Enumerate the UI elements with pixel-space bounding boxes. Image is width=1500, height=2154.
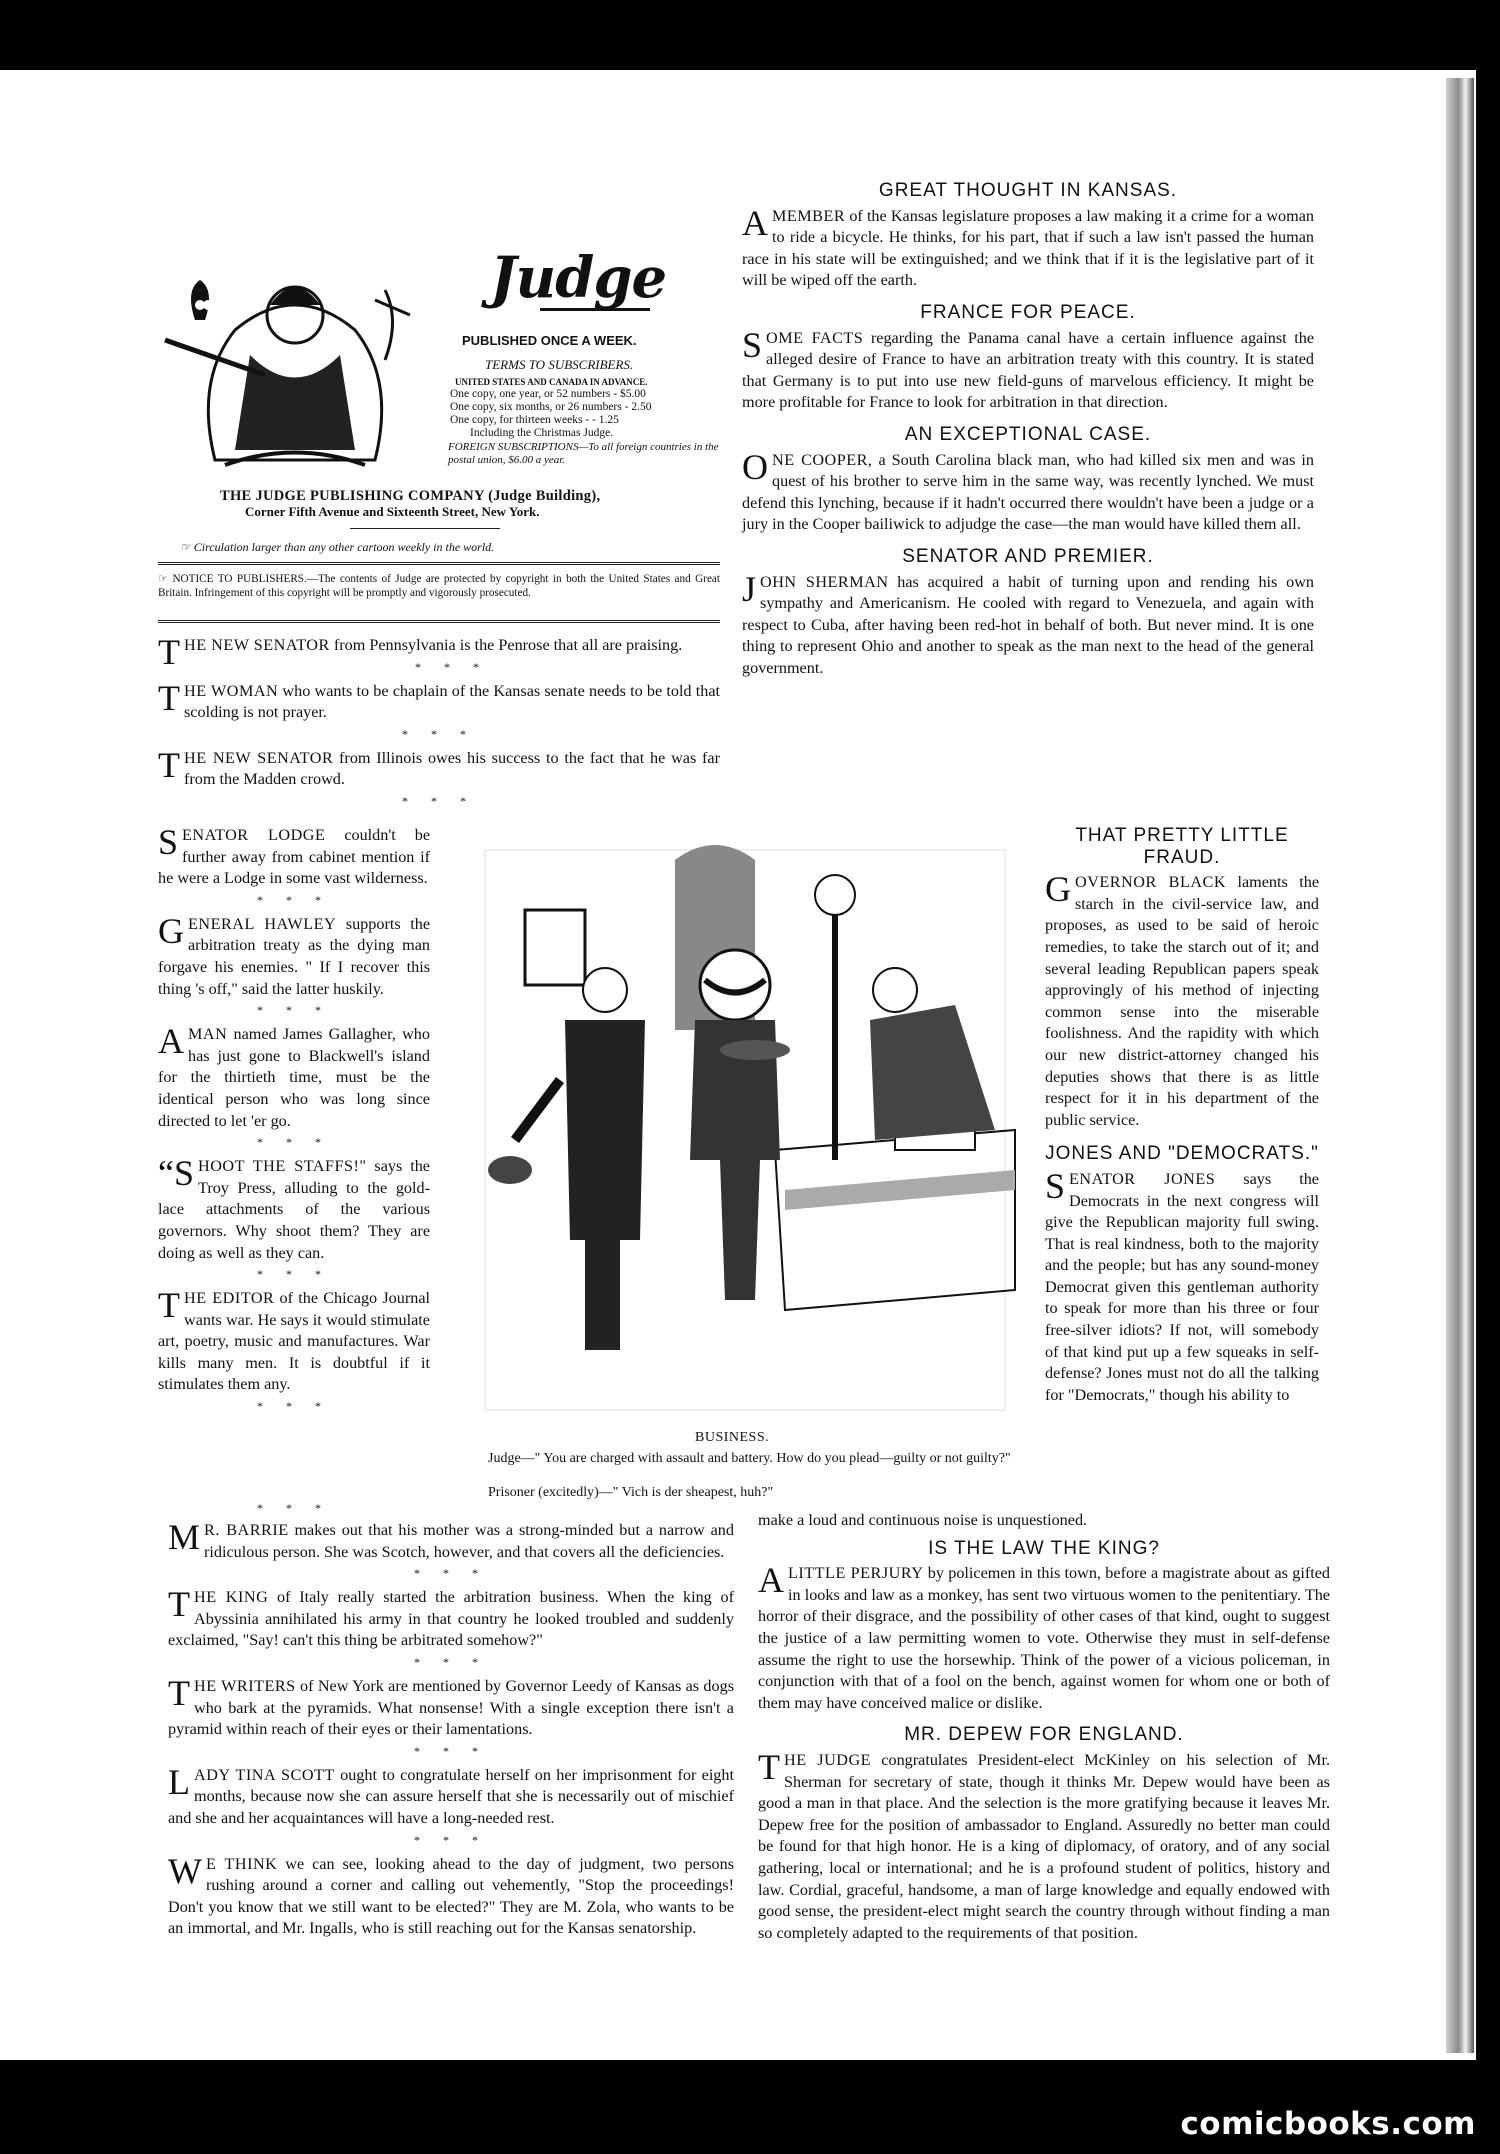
terms-line: Including the Christmas Judge. xyxy=(470,427,614,439)
article xyxy=(742,180,1314,292)
masthead-rule xyxy=(350,528,500,529)
drop-cap: “S xyxy=(158,1153,194,1194)
drop-cap: T xyxy=(158,677,180,718)
address-line: Corner Fifth Avenue and Sixteenth Street, New York. xyxy=(245,504,540,519)
paragraph-text: supports the arbitration treaty as the dying man forgave his enemies. " If I recover this thing 's off," said the latter huskily. xyxy=(158,914,430,998)
terms-subheading: UNITED STATES AND CANADA IN ADVANCE. xyxy=(455,377,648,387)
section-separator: * * * xyxy=(414,1654,488,1669)
paragraph xyxy=(168,1672,735,1741)
lead-words: HE WOMAN xyxy=(184,681,279,700)
paragraph-text: of the Chicago Journal wants war. He says it would stimulate art, poetry, music and manufactures. War kills many men. It is doubtful if it stimulates them any. xyxy=(158,1289,431,1394)
paragraph xyxy=(168,1584,734,1652)
drop-cap: T xyxy=(158,744,180,785)
circulation-line xyxy=(180,540,494,555)
lead-words: HOOT THE STAFFS!" xyxy=(198,1157,367,1176)
paragraph xyxy=(158,632,720,672)
article xyxy=(758,1724,1330,1944)
drop-cap: A xyxy=(742,202,768,243)
terms-line: One copy, six months, or 26 numbers - 2.50 xyxy=(450,401,652,413)
paragraph-text: of New York are mentioned by Governor Leedy of Kansas as dogs who bark at the pyramids. What nonsense! With a single exception there isn't a pyramid within reach of their eyes or their lamentations. xyxy=(168,1676,735,1739)
lead-words: HE KING xyxy=(194,1588,269,1607)
drop-cap: A xyxy=(758,1560,784,1601)
drop-cap: T xyxy=(168,1584,190,1625)
paragraph-text: congratulates President-elect McKinley on his selection of Mr. Sherman for secretary of state, though it thinks Mr. Depew would have been as good a man in that place. And the selection is the more gratifying because it leaves Mr. Depew free for the position of ambassador to England. Assuredly no better man could be found for that high honor. He is a king of diplomacy, of oratory, and of any social gathering, local or international; and he is a profound student of politics, history and law. Cordial, graceful, handsome, a man of large knowledge and equally endowed with good sense, the president-elect might search the country through without finding a man so completely adapted to the requirements of that position. xyxy=(758,1750,1330,1942)
article-title: GREAT THOUGHT IN KANSAS. xyxy=(878,180,1178,201)
paragraph xyxy=(158,910,430,1000)
paragraph-text: makes out that his mother was a strong-minded but a narrow and ridiculous person. She was Scotch, however, and that covers all the deficiencies. xyxy=(204,1521,734,1561)
section-separator: * * * xyxy=(257,1135,331,1150)
paragraph-text: regarding the Panama canal have a certain influence against the alleged desire of France to have an arbitration treaty with this country. It is stated that Germany is to put into use new field-guns of marvelous efficiency. It might be more profitable for France to look for arbitration in that direction. xyxy=(742,328,1315,412)
section-separator: * * * xyxy=(257,1267,331,1282)
foreign-subscriptions: FOREIGN SUBSCRIPTIONS—To all foreign countries in the postal union, $6.00 a year. xyxy=(448,441,719,466)
left-narrow-column xyxy=(158,822,431,1420)
lead-words: HE WRITERS xyxy=(194,1676,296,1695)
article-title: THAT PRETTY LITTLE FRAUD. xyxy=(1075,825,1289,868)
lead-words: ENERAL HAWLEY xyxy=(188,914,337,933)
section-separator: * * * xyxy=(257,892,331,907)
paragraph xyxy=(168,1850,734,1940)
notice-rule xyxy=(158,562,720,565)
lead-words: HE NEW SENATOR xyxy=(184,636,330,654)
article xyxy=(742,302,1314,414)
paragraph-text: couldn't be further away from cabinet mention if he were a Lodge in some vast wilderness. xyxy=(158,826,430,888)
page-edge-shadow xyxy=(1446,78,1474,2053)
drop-cap: L xyxy=(168,1761,190,1802)
notice-text: NOTICE TO PUBLISHERS.—The contents of Judge are protected by copyright in both the United States and Great Britain. Infringement of this copyright will be promptly and vigorously prosecuted. xyxy=(158,573,720,599)
paragraph xyxy=(158,1285,431,1396)
site-watermark: comicbooks.com xyxy=(1180,2106,1476,2142)
drop-cap: S xyxy=(1045,1165,1066,1206)
paragraph-text: by policemen in this town, before a magistrate about as gifted in looks and law as a monkey, has sent two virtuous women to the penitentiary. The horror of their disgrace, and the possibility of other cases of that kind, ought to suggest the justice of a law permitting women to vote. Otherwise they must in self-defense assume the right to use the horsewhip. Think of the power of a vicious policeman, in conjunction with that of a fool on the bench, against women for whom one or both of them may have conceived malice or dislike. xyxy=(758,1564,1330,1712)
cartoon-caption-judge: Judge—" You are charged with assault and battery. How do you plead—guilty or not guilty?" xyxy=(488,1451,1011,1466)
article-title: IS THE LAW THE KING? xyxy=(928,1537,1160,1559)
publisher-line: THE JUDGE PUBLISHING COMPANY (Judge Building), xyxy=(220,488,601,504)
paragraph-text: says the Democrats in the next congress will give the Republican majority full swing. That is real kindness, both to the majority and the people; but has any sound-money Democrat given this gentleman authority to speak for more than his three or four free-silver idiots? If not, will somebody of that kind put up a few squeaks in self-defense? Jones must not do all the talking for "Democrats," though his ability to xyxy=(1045,1169,1319,1404)
drop-cap: W xyxy=(168,1850,202,1891)
article xyxy=(1045,1143,1319,1406)
section-separator: * * * xyxy=(415,659,489,674)
article-title: FRANCE FOR PEACE. xyxy=(920,301,1136,323)
drop-cap: S xyxy=(158,822,179,862)
paragraph xyxy=(158,744,720,791)
lead-words: HE JUDGE xyxy=(784,1750,872,1769)
paragraph xyxy=(158,1153,430,1264)
lead-words: MEMBER xyxy=(772,206,846,225)
paragraph-text: who wants to be chaplain of the Kansas senate needs to be told that scolding is not prayer. xyxy=(184,681,721,722)
drop-cap: T xyxy=(158,632,180,672)
section-separator: * * * xyxy=(257,1003,331,1018)
article-title: SENATOR AND PREMIER. xyxy=(902,545,1154,567)
article xyxy=(758,1538,1330,1715)
cartoon-caption-prisoner: Prisoner (excitedly)—" Vich is der sheapest, huh?" xyxy=(488,1485,774,1500)
paragraph-text: says the Troy Press, alluding to the gold-lace attachments of the various governors. Why shoot them? They are doing as well as they can. xyxy=(158,1157,430,1262)
article xyxy=(1045,825,1319,1131)
drop-cap: T xyxy=(758,1746,780,1787)
cartoon-title: BUSINESS. xyxy=(695,1430,770,1445)
lead-words: OME FACTS xyxy=(766,328,864,347)
drop-cap: S xyxy=(742,324,763,365)
publishers-notice xyxy=(158,572,720,600)
right-narrow-column xyxy=(1045,825,1319,1406)
paragraph xyxy=(758,1560,1330,1714)
drop-cap: J xyxy=(742,568,757,609)
paragraph-text: from Illinois owes his success to the fact that he was far from the Madden crowd. xyxy=(184,748,720,789)
paragraph xyxy=(758,1746,1330,1944)
article-title: JONES AND "DEMOCRATS." xyxy=(1045,1143,1319,1165)
paragraph-text: laments the starch in the civil-service law, and proposes, as used to be said of heroic remedies, to take the starch out of it; and several leading Republican papers speak approvingly of his method of injecting common sense into the miserable foolishness. And the rapidity with which our new district-attorney changed his deputies shows that there is as little respect for it in his department of the public service. xyxy=(1045,873,1319,1129)
lead-words: E THINK xyxy=(205,1854,278,1873)
paragraph xyxy=(742,324,1315,414)
drop-cap: G xyxy=(1045,869,1071,910)
pointing-hand-icon: ☞ xyxy=(158,573,173,585)
drop-cap: T xyxy=(158,1285,180,1326)
business-cartoon-illustration xyxy=(455,830,1035,1430)
lead-words: NE COOPER, xyxy=(772,450,873,469)
paragraph-text: a South Carolina black man, who had killed six men and was in quest of his brother to serve him in the same way, was recently lynched. We must defend this lynching, because if it hadn't occurred there wouldn't have been a judge or a jury in the Cooper bailiwick to adjudge the case—the man would have killed them all. xyxy=(742,450,1314,534)
paragraph xyxy=(1045,869,1319,1131)
terms-line: One copy, for thirteen weeks - - 1.25 xyxy=(450,414,619,426)
section-separator: * * * xyxy=(402,793,476,808)
paragraph-text: of Italy really started the arbitration business. When the king of Abyssinia annihilated his army in that country he looked troubled and suddenly exclaimed, "Say! can't this thing be arbitrated somehow?" xyxy=(168,1588,734,1650)
article-title: MR. DEPEW FOR ENGLAND. xyxy=(904,1724,1184,1746)
section-separator: * * * xyxy=(414,1743,488,1758)
lead-words: R. BARRIE xyxy=(204,1521,289,1539)
lead-words: OVERNOR BLACK xyxy=(1075,873,1227,892)
lead-words: HE EDITOR xyxy=(184,1289,275,1308)
section-separator: * * * xyxy=(257,1501,331,1515)
logo-underline xyxy=(540,308,650,311)
pointing-hand-icon: ☞ xyxy=(180,540,194,554)
paragraph xyxy=(158,677,721,724)
drop-cap: A xyxy=(158,1021,184,1062)
lead-words: OHN SHERMAN xyxy=(760,572,889,591)
judge-logo: Judge xyxy=(490,245,667,311)
paragraph-text: we can see, looking ahead to the day of judgment, two persons rushing around a corner and calling out vehemently, "Stop the proceedings! Don't you know that we still want to be elected?" They are M. Zola, who wants to be an immortal, and Mr. Ingalls, who is still reaching out for the Kansas senatorship. xyxy=(168,1854,734,1938)
drop-cap: T xyxy=(168,1672,190,1713)
section-separator: * * * xyxy=(414,1566,488,1581)
drop-cap: M xyxy=(168,1517,201,1557)
paragraph-text: ought to congratulate herself on her imprisonment for eight months, because now she can assure herself that she is necessarily out of mischief and she and her acquaintances will have a long-needed rest. xyxy=(168,1765,734,1827)
notice-rule-bottom xyxy=(158,620,720,623)
circulation-text: Circulation larger than any other cartoon weekly in the world. xyxy=(193,540,495,554)
lead-words: LITTLE PERJURY xyxy=(788,1564,924,1583)
section-separator: * * * xyxy=(414,1832,488,1847)
paragraph xyxy=(1045,1165,1319,1407)
paragraph xyxy=(742,568,1314,680)
paragraph-text: of the Kansas legislature proposes a law making it a crime for a woman to ride a bicycle. He thinks, for his part, that if such a law isn't passed the human race in his state will be extinguished; and we think that if it is the legislative part of it will be wiped off the earth. xyxy=(742,206,1314,290)
paragraph xyxy=(168,1517,734,1563)
paragraph-text: has acquired a habit of turning upon and rending his own sympathy and Americanism. He cooled with regard to Venezuela, and again with respect to Cuba, after having been red-hot in behalf of both. But never mind. It is one thing to represent Ohio and another to speak as the man next to the head of the general government. xyxy=(742,572,1314,677)
paragraph xyxy=(742,446,1314,536)
terms-line: One copy, one year, or 52 numbers - $5.00 xyxy=(450,388,646,400)
lead-words: ENATOR JONES xyxy=(1069,1169,1216,1188)
section-separator: * * * xyxy=(257,1399,331,1414)
article xyxy=(742,546,1314,680)
paragraph xyxy=(158,1021,430,1132)
right-top-column xyxy=(742,180,1314,679)
lead-words: HE NEW SENATOR xyxy=(184,748,334,767)
continued-text: make a loud and continuous noise is unquestioned. xyxy=(758,1511,1088,1529)
paragraph-text: named James Gallagher, who has just gone to Blackwell's island for the thirtieth time, must be the identical person who was long since directed to let 'er go. xyxy=(158,1025,430,1130)
left-top-column xyxy=(158,632,721,815)
lead-words: MAN xyxy=(188,1025,228,1044)
article xyxy=(742,424,1314,536)
page xyxy=(0,70,1476,2060)
terms-heading: TERMS TO SUBSCRIBERS. xyxy=(485,357,634,372)
lead-words: ADY TINA SCOTT xyxy=(194,1765,335,1784)
paragraph xyxy=(168,1761,734,1830)
section-separator: * * * xyxy=(402,726,476,741)
paragraph-text: from Pennsylvania is the Penrose that all are praising. xyxy=(329,636,683,654)
article-title: AN EXCEPTIONAL CASE. xyxy=(904,423,1152,445)
lead-words: ENATOR LODGE xyxy=(182,826,326,844)
paragraph xyxy=(742,202,1314,292)
published-line: PUBLISHED ONCE A WEEK. xyxy=(462,333,637,348)
drop-cap: O xyxy=(742,446,768,487)
drop-cap: G xyxy=(158,910,184,951)
masthead xyxy=(150,175,720,504)
paragraph xyxy=(158,822,430,890)
right-bottom-column xyxy=(758,1510,1330,1944)
left-bottom-column xyxy=(168,1517,735,1940)
judge-mascot-illustration xyxy=(155,260,435,475)
